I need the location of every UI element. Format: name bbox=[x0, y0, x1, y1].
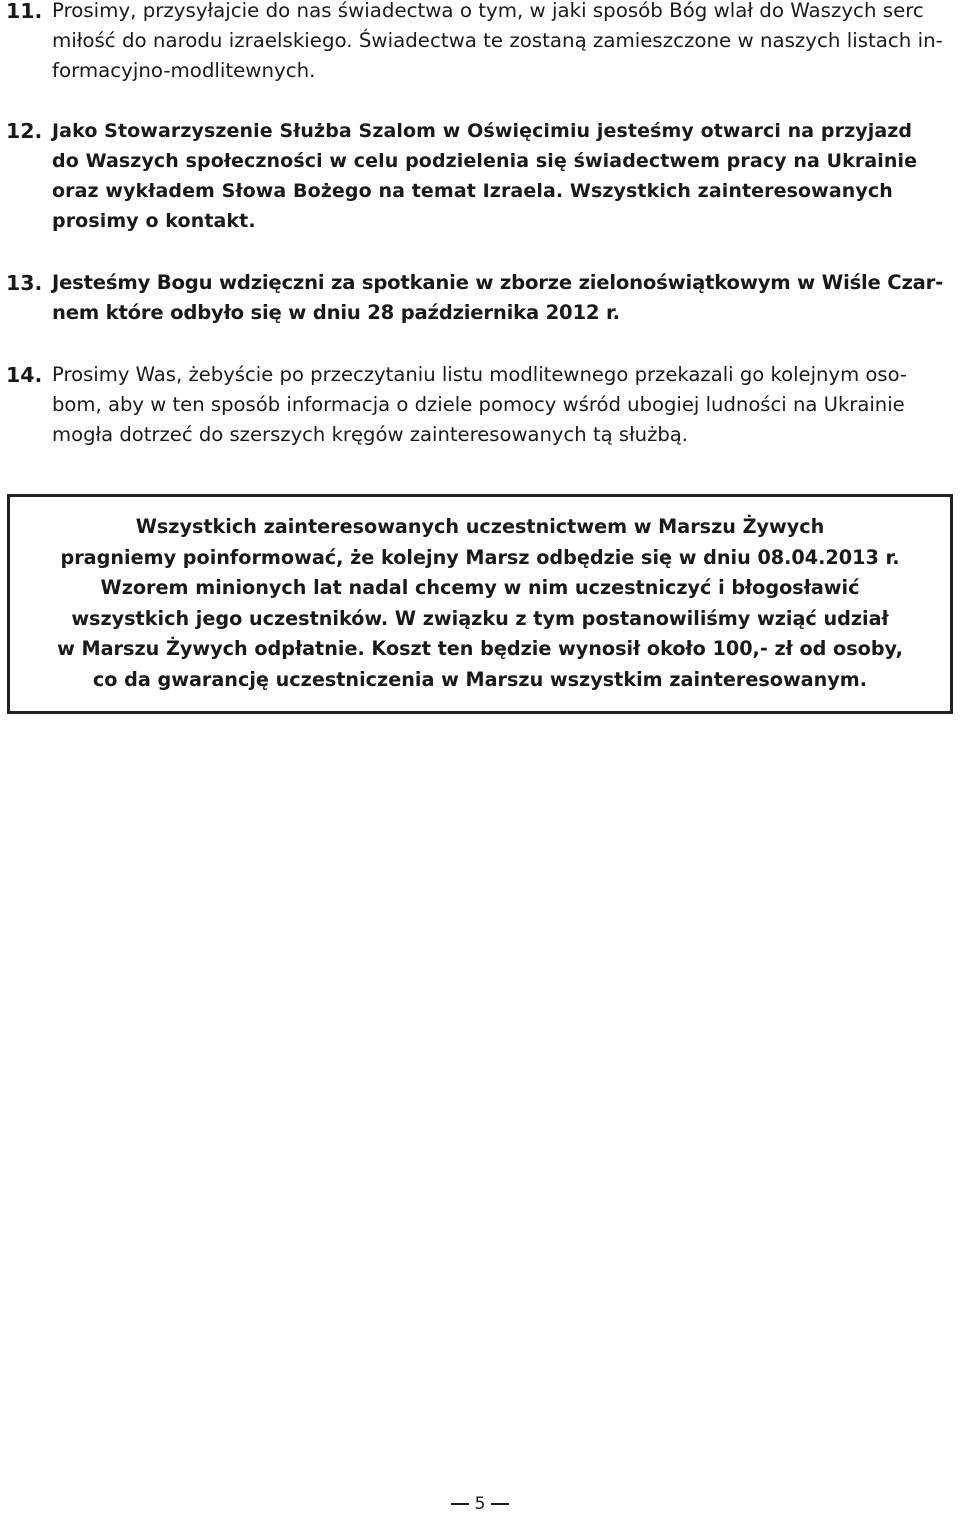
list-item-14 bbox=[6, 360, 954, 450]
text-line: Jako Stowarzyszenie Służba Szalom w Oświęcimiu jesteśmy otwarci na przyjazd bbox=[52, 120, 913, 142]
list-item-13 bbox=[6, 268, 954, 328]
dash-left bbox=[451, 1503, 469, 1505]
item-number: 11. bbox=[6, 0, 43, 23]
list-item-12 bbox=[6, 116, 954, 236]
text-line: oraz wykładem Słowa Bożego na temat Izraela. Wszystkich zainteresowanych bbox=[52, 180, 893, 202]
notice-box bbox=[7, 494, 953, 714]
notice-line: w Marszu Żywych odpłatnie. Koszt ten będzie wynosił około 100,- zł od osoby, bbox=[57, 637, 903, 660]
page-footer bbox=[0, 1494, 960, 1514]
notice-line: pragniemy poinformować, że kolejny Marsz odbędzie się w dniu 08.04.2013 r. bbox=[60, 545, 900, 569]
text-line: bom, aby w ten sposób informacja o dziele pomocy wśród ubogiej ludności na Ukrainie bbox=[52, 393, 905, 416]
notice-text bbox=[10, 512, 950, 695]
item-text bbox=[52, 360, 954, 450]
text-line: mogła dotrzeć do szerszych kręgów zainteresowanych tą służbą. bbox=[52, 423, 689, 446]
notice-line: wszystkich jego uczestników. W związku z tym postanowiliśmy wziąć udział bbox=[71, 606, 889, 630]
text-line: nem które odbyło się w dniu 28 października 2012 r. bbox=[52, 301, 620, 324]
item-text bbox=[52, 268, 954, 328]
dash-right bbox=[491, 1503, 509, 1505]
item-number: 13. bbox=[6, 271, 43, 295]
text-line: do Waszych społeczności w celu podzielenia się świadectwem pracy na Ukrainie bbox=[52, 150, 918, 172]
text-line: Prosimy, przysyłajcie do nas świadectwa o tym, w jaki sposób Bóg wlał do Waszych serc bbox=[52, 0, 924, 22]
text-line: Prosimy Was, żebyście po przeczytaniu listu modlitewnego przekazali go kolejnym oso- bbox=[52, 363, 907, 386]
list-item-11 bbox=[6, 0, 954, 86]
page-number: 5 bbox=[474, 1494, 486, 1514]
text-line: miłość do narodu izraelskiego. Świadectwa te zostaną zamieszczone w naszych listach in- bbox=[52, 29, 943, 52]
notice-line: Wzorem minionych lat nadal chcemy w nim uczestniczyć i błogosławić bbox=[100, 576, 860, 599]
item-number: 14. bbox=[6, 363, 43, 387]
text-line: prosimy o kontakt. bbox=[52, 210, 256, 232]
item-text bbox=[52, 116, 954, 236]
item-number: 12. bbox=[6, 119, 43, 143]
notice-line: co da gwarancję uczestniczenia w Marszu wszystkim zainteresowanym. bbox=[92, 667, 868, 691]
item-text bbox=[52, 0, 954, 86]
text-line: Jesteśmy Bogu wdzięczni za spotkanie w zborze zielonoświątkowym w Wiśle Czar- bbox=[52, 271, 944, 294]
notice-line: Wszystkich zainteresowanych uczestnictwem w Marszu Żywych bbox=[135, 515, 825, 538]
text-line: formacyjno-modlitewnych. bbox=[52, 59, 316, 82]
